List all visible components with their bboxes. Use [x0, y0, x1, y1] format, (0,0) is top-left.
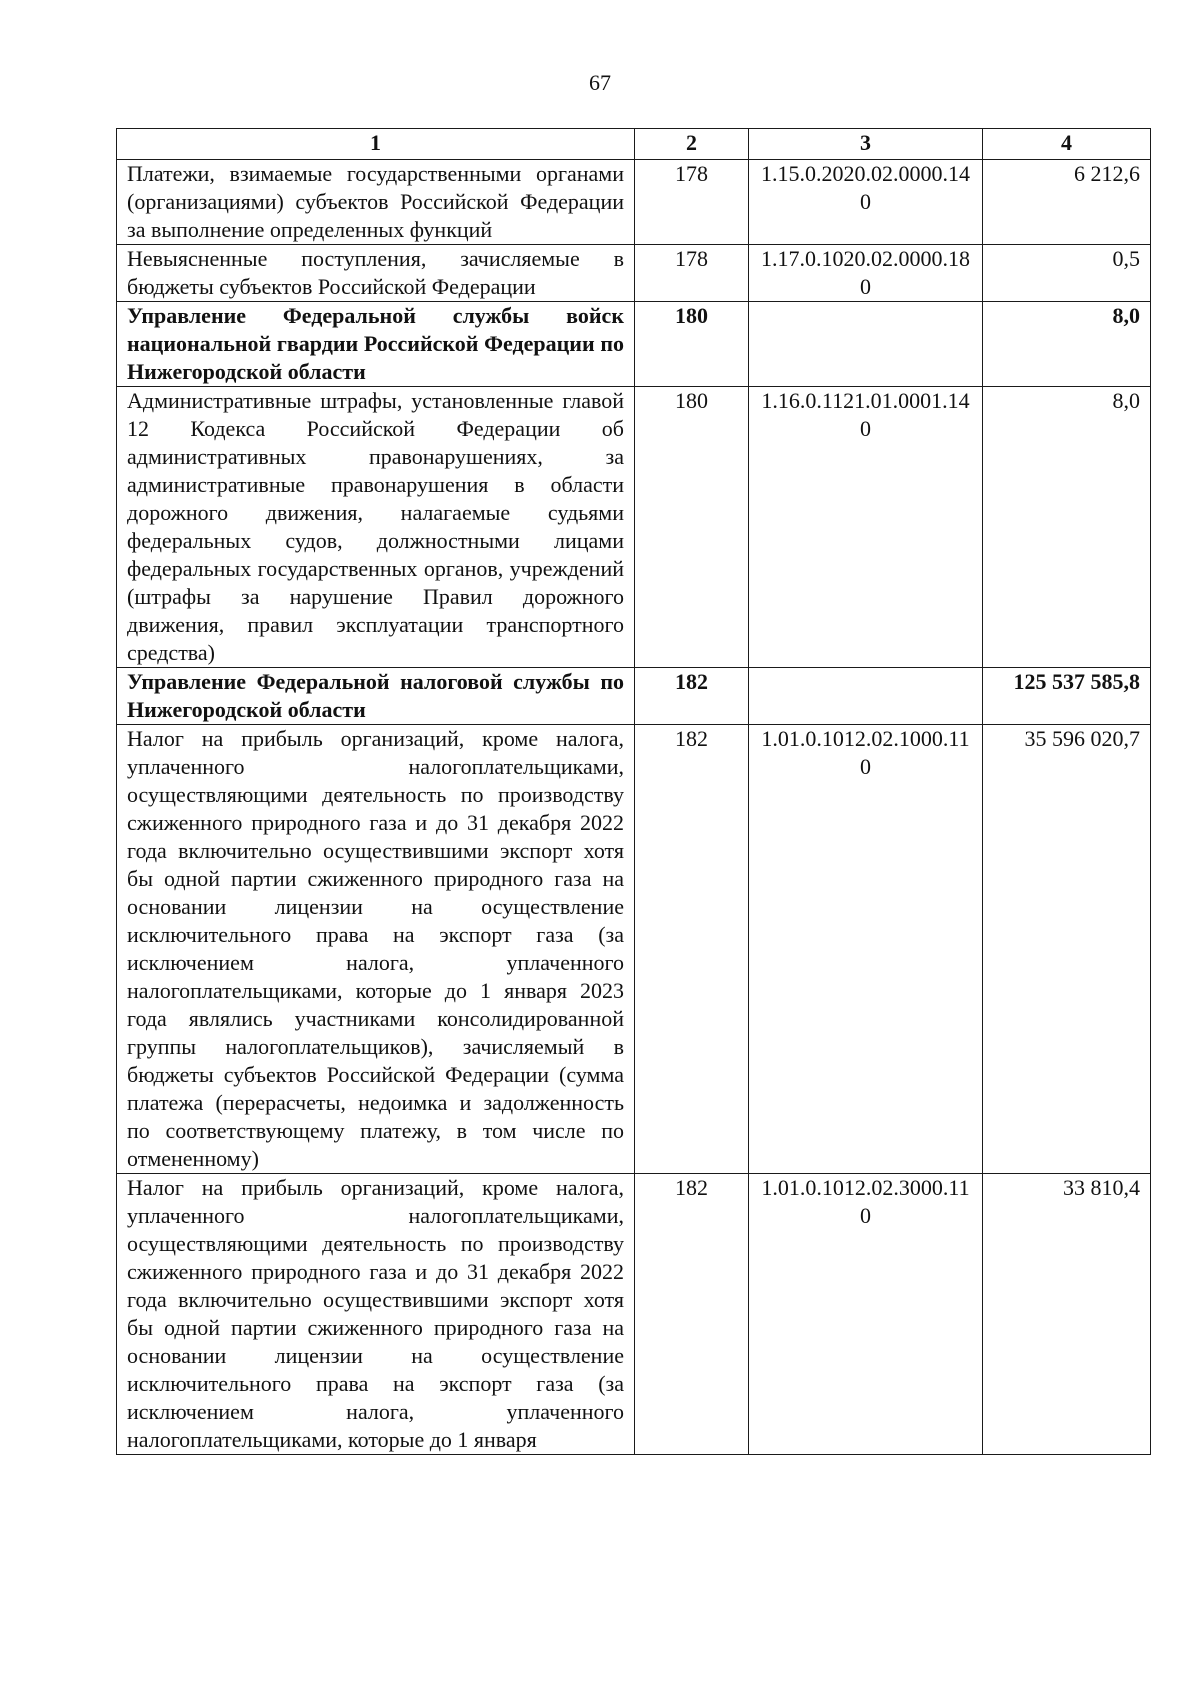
row-admin-code-cell: 178 [635, 245, 749, 302]
row-classification-code-cell [749, 668, 983, 725]
column-header-1: 1 [117, 129, 635, 160]
table-row [117, 160, 1151, 245]
row-amount-cell: 6 212,6 [983, 160, 1151, 245]
table-row [117, 668, 1151, 725]
row-name-cell: Налог на прибыль организаций, кроме налога, уплаченного налогоплательщиками, осуществляющими деятельность по производству сжиженного природного газа и до 31 декабря 2022 года включительно осуществившими экспорт хотя бы одной партии сжиженного природного газа на основании лицензии на осуществление исключительного права на экспорт газа (за исключением налога, уплаченного налогоплательщиками, которые до 1 января [117, 1174, 635, 1455]
page-number: 67 [589, 70, 611, 95]
row-amount-cell: 35 596 020,7 [983, 725, 1151, 1174]
row-name-cell: Невыясненные поступления, зачисляемые в бюджеты субъектов Российской Федерации [117, 245, 635, 302]
column-header-2: 2 [635, 129, 749, 160]
row-amount-cell: 8,0 [983, 302, 1151, 387]
table-row [117, 387, 1151, 668]
row-classification-code-cell: 1.01.0.1012.02.3000.110 [749, 1174, 983, 1455]
table-row [117, 302, 1151, 387]
row-amount-cell: 0,5 [983, 245, 1151, 302]
row-name-cell: Налог на прибыль организаций, кроме налога, уплаченного налогоплательщиками, осуществляющими деятельность по производству сжиженного природного газа и до 31 декабря 2022 года включительно осуществившими экспорт хотя бы одной партии сжиженного природного газа на основании лицензии на осуществление исключительного права на экспорт газа (за исключением налога, уплаченного налогоплательщиками, которые до 1 января 2023 года являлись участниками консолидированной группы налогоплательщиков), зачисляемый в бюджеты субъектов Российской Федерации (сумма платежа (перерасчеты, недоимка и задолженность по соответствующему платежу, в том числе по отмененному) [117, 725, 635, 1174]
row-classification-code-cell: 1.15.0.2020.02.0000.140 [749, 160, 983, 245]
row-classification-code-cell [749, 302, 983, 387]
row-amount-cell: 33 810,4 [983, 1174, 1151, 1455]
row-admin-code-cell: 182 [635, 668, 749, 725]
row-admin-code-cell: 182 [635, 725, 749, 1174]
table-row [117, 1174, 1151, 1455]
row-name-cell: Управление Федеральной налоговой службы по Нижегородской области [117, 668, 635, 725]
table-body [117, 160, 1151, 1455]
table-header-row [117, 129, 1151, 160]
row-classification-code-cell: 1.16.0.1121.01.0001.140 [749, 387, 983, 668]
row-admin-code-cell: 182 [635, 1174, 749, 1455]
row-admin-code-cell: 180 [635, 387, 749, 668]
row-name-cell: Управление Федеральной службы войск национальной гвардии Российской Федерации по Нижегородской области [117, 302, 635, 387]
column-header-3: 3 [749, 129, 983, 160]
row-admin-code-cell: 180 [635, 302, 749, 387]
table-row [117, 245, 1151, 302]
row-amount-cell: 8,0 [983, 387, 1151, 668]
row-amount-cell: 125 537 585,8 [983, 668, 1151, 725]
row-classification-code-cell: 1.17.0.1020.02.0000.180 [749, 245, 983, 302]
row-name-cell: Административные штрафы, установленные главой 12 Кодекса Российской Федерации об административных правонарушениях, за административные правонарушения в области дорожного движения, налагаемые судьями федеральных судов, должностными лицами федеральных государственных органов, учреждений (штрафы за нарушение Правил дорожного движения, правил эксплуатации транспортного средства) [117, 387, 635, 668]
budget-revenue-table [116, 128, 1151, 1455]
row-name-cell: Платежи, взимаемые государственными органами (организациями) субъектов Российской Федерации за выполнение определенных функций [117, 160, 635, 245]
column-header-4: 4 [983, 129, 1151, 160]
row-classification-code-cell: 1.01.0.1012.02.1000.110 [749, 725, 983, 1174]
row-admin-code-cell: 178 [635, 160, 749, 245]
table-row [117, 725, 1151, 1174]
